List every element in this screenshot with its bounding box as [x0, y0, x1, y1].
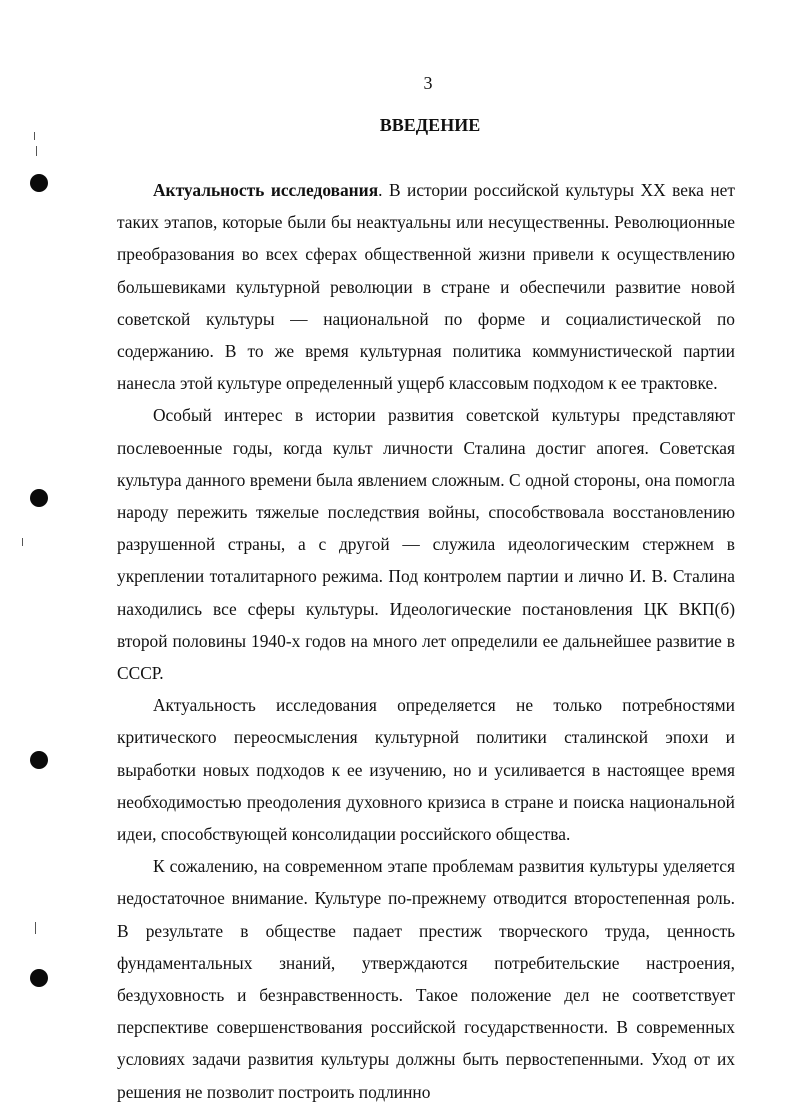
- paragraph-text: . В истории российской культуры XX века нет таких этапов, которые были бы неактуальны или несущественны. Революционные преобразования во всех сферах общественной жизни привели к осуществлению большевиками культурной революции в стране и обеспечили развитие новой советской культуры — национальной по форме и социалистической по содержанию. В то же время культурная политика коммунистической партии нанесла этой культуре определенный ущерб классовым подходом к ее трактовке.: [117, 180, 735, 394]
- punch-hole-4: [30, 969, 48, 987]
- paragraph-lead: Актуальность исследования: [153, 180, 379, 200]
- scan-mark: [35, 922, 36, 934]
- scan-mark: [36, 146, 37, 156]
- scan-mark: [22, 538, 23, 546]
- page-number: 3: [423, 73, 433, 93]
- paragraph-4: К сожалению, на современном этапе проблемам развития культуры уделяется недостаточное внимание. Культуре по-прежнему отводится второстепенная роль. В результате в обществе падает престиж творческого труда, ценность фундаментальных знаний, утверждаются потребительские настроения, бездуховность и безнравственность. Такое положение дел не соответствует перспективе совершенствования российской государственности. В современных условиях задачи развития культуры должны быть первостепенными. Уход от их решения не позволит построить подлинно: [117, 856, 735, 1102]
- body-text: [117, 174, 735, 1108]
- punch-hole-3: [30, 751, 48, 769]
- paragraph-2: Особый интерес в истории развития советской культуры представляют послевоенные годы, когда культ личности Сталина достиг апогея. Советская культура данного времени была явлением сложным. С одной стороны, она помогла народу пережить тяжелые последствия войны, способствовала восстановлению разрушенной страны, а с другой — служила идеологическим стержнем в укреплении тоталитарного режима. Под контролем партии и лично И. В. Сталина находились все сферы культуры. Идеологические постановления ЦК ВКП(б) второй половины 1940-х годов на много лет определили ее дальнейшее развитие в СССР.: [117, 405, 735, 684]
- section-heading: ВВЕДЕНИЕ: [379, 115, 481, 135]
- paragraph-1: [117, 174, 735, 399]
- punch-hole-1: [30, 174, 48, 192]
- punch-hole-2: [30, 489, 48, 507]
- scan-mark: [34, 132, 35, 140]
- paragraph-3: Актуальность исследования определяется не только потребностями критического переосмысления культурной политики сталинской эпохи и выработки новых подходов к ее изучению, но и усиливается в настоящее время необходимостью преодоления духовного кризиса в стране и поиска национальной идеи, способствующей консолидации российского общества.: [117, 695, 735, 845]
